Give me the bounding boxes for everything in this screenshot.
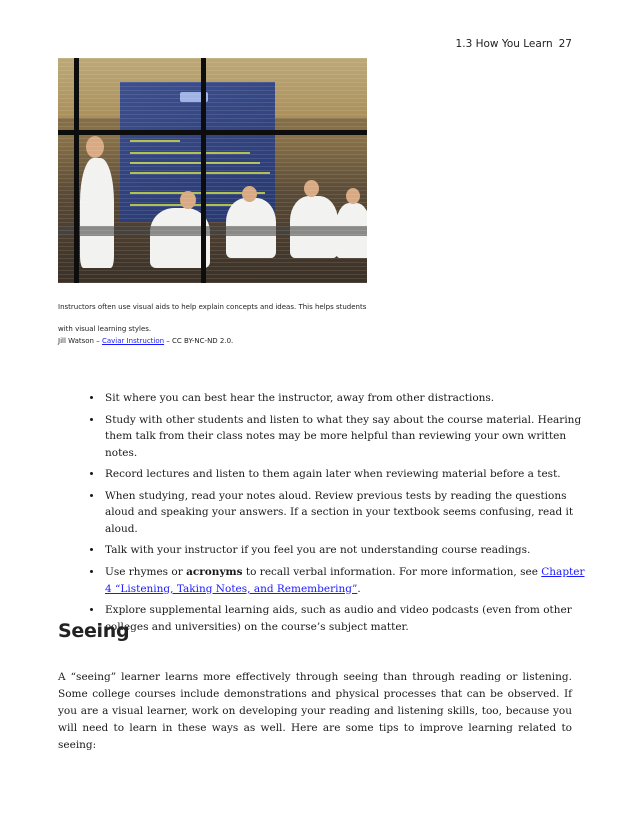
credit-prefix: Jill Watson – <box>58 337 102 345</box>
classroom-photo <box>58 58 367 283</box>
photo-window-frame <box>74 58 79 283</box>
list-item: • Explore supplemental learning aids, such as audio and video podcasts (even from other colleges and universities) on the course’s subject matter. <box>103 602 589 635</box>
credit-suffix: – CC BY-NC-ND 2.0. <box>164 337 234 345</box>
figure-caption: Instructors often use visual aids to help explain concepts and ideas. This helps students with visual learning styles. <box>58 303 367 333</box>
tip-text: Use rhymes or <box>105 566 187 579</box>
chapter-4-link[interactable]: Chapter 4 “Listening, Taking Notes, and Remembering” <box>105 566 585 595</box>
list-item: • Sit where you can best hear the instructor, away from other distractions. <box>103 390 589 406</box>
tip-text: . <box>357 582 361 595</box>
list-item <box>103 564 589 597</box>
tip-text: to recall verbal information. For more information, see <box>242 566 542 579</box>
list-item: • Study with other students and listen to what they say about the course material. Hearing them talk from their class notes may be more helpful than reviewing your own written notes. <box>103 412 589 461</box>
section-heading: Seeing <box>58 620 130 642</box>
header-section-title: 1.3 How You Learn <box>455 38 553 50</box>
running-header <box>456 38 572 50</box>
photo-window-frame <box>58 130 367 135</box>
list-item: • Record lectures and listen to them again later when reviewing material before a test. <box>103 466 589 482</box>
listening-tips-list <box>87 390 589 640</box>
credit-link[interactable]: Caviar Instruction <box>101 337 165 345</box>
list-item: • When studying, read your notes aloud. Review previous tests by reading the questions aloud and speaking your answers. If a section in your textbook seems confusing, read it aloud. <box>103 488 589 537</box>
figure-credit <box>58 337 233 345</box>
tip-bold-term: acronyms <box>186 566 243 579</box>
list-item: • Talk with your instructor if you feel you are not understanding course readings. <box>103 542 589 558</box>
photo-window-frame <box>201 58 206 283</box>
page-number: 27 <box>558 38 572 50</box>
photo-window-blinds <box>58 58 367 283</box>
body-paragraph: A “seeing” learner learns more effectively through seeing than through reading or listening. Some college courses include demonstrations and physical processes that can be observed. If you are a visual learner, work on developing your reading and listening skills, too, because you will need to learn in these ways as well. Here are some tips to improve learning related to seeing: <box>58 671 572 751</box>
